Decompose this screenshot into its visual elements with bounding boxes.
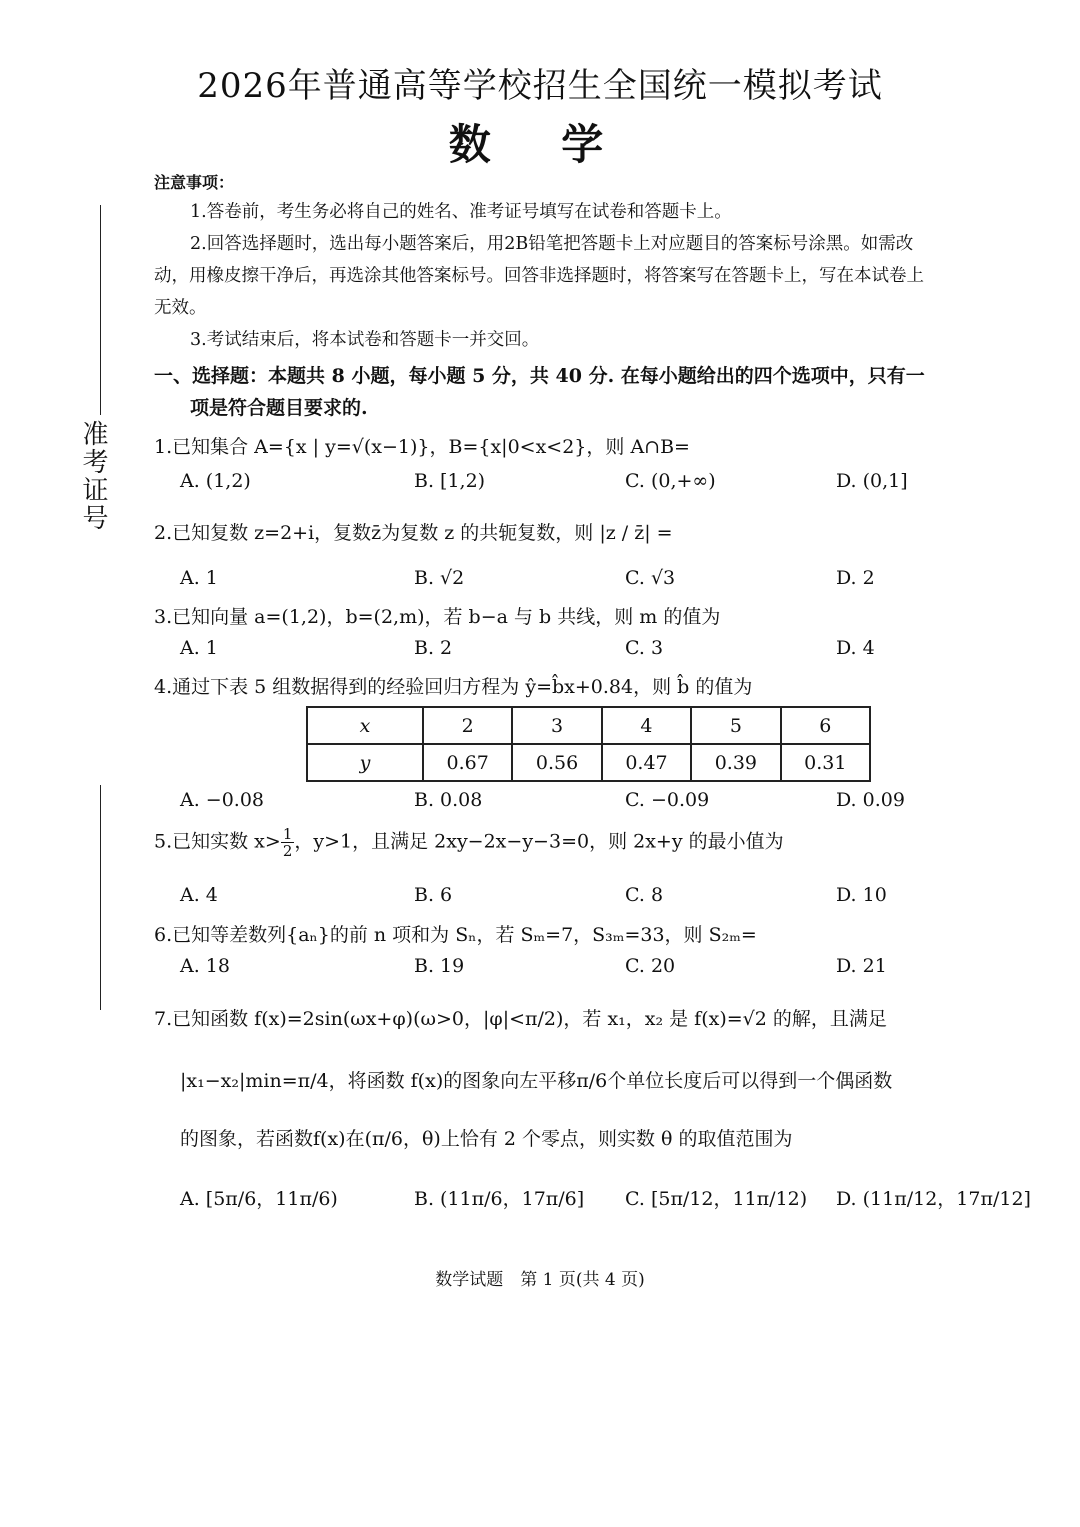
q5-stem: 5.已知实数 x> $\frac{1}{2}$ ，y>1，且满足 2xy−2x−y−3=0，则 2x+y 的最小值为 [154,825,784,860]
table-cell: 3 [512,707,601,744]
q6-option-c: C. 20 [625,955,676,977]
q3-stem: 3.已知向量 a=(1,2)，b=(2,m)，若 b−a 与 b 共线，则 m 的值为 [154,606,721,628]
side-rule-top [100,205,101,415]
q4-option-a: A. −0.08 [180,789,265,811]
side-rule-bottom [100,785,101,1010]
q5-option-a: A. 4 [180,884,218,906]
subject-title: 数 学 [448,120,632,169]
table-row-y [307,744,870,781]
q1-option-d: D. (0,1] [836,470,908,492]
q3-option-d: D. 4 [836,637,875,659]
q7-line1: 7.已知函数 f(x)=2sin(ωx+φ)(ω>0，|φ|<π/2)，若 x₁，x₂ 是 f(x)=√2 的解，且满足 [154,1008,887,1030]
q2-option-c: C. √3 [625,567,676,589]
q2-option-b: B. √2 [414,567,465,589]
q6-stem: 6.已知等差数列{aₙ}的前 n 项和为 Sₙ，若 Sₘ=7，S₃ₘ=33，则 S₂ₘ= [154,924,757,946]
notice-item-1: 1.答卷前，考生务必将自己的姓名、准考证号填写在试卷和答题卡上。 [190,202,732,222]
q1-option-a: A. (1,2) [180,470,251,492]
notice-item-2-line3: 无效。 [154,298,207,318]
table-cell: 5 [691,707,780,744]
table-cell: 0.56 [512,744,601,781]
q4-option-c: C. −0.09 [625,789,710,811]
notice-heading: 注意事项： [154,173,235,192]
table-cell: 2 [423,707,512,744]
q4-option-b: B. 0.08 [414,789,483,811]
q4-option-d: D. 0.09 [836,789,905,811]
table-cell: 0.67 [423,744,512,781]
q7-option-a: A. [5π/6，11π/6) [180,1188,338,1210]
page-footer: 数学试题 第 1 页(共 4 页) [435,1270,645,1290]
q1-option-b: B. [1,2) [414,470,486,492]
q7-line2: |x₁−x₂|min=π/4，将函数 f(x)的图象向左平移π/6个单位长度后可以得到一个偶函数 [180,1070,893,1092]
fraction-one-half: $\frac{1}{2}$ [282,825,293,860]
table-row-x [307,707,870,744]
notice-item-3: 3.考试结束后，将本试卷和答题卡一并交回。 [190,330,540,350]
exam-title: 2026年普通高等学校招生全国统一模拟考试 [197,66,883,106]
section-heading-line2: 项是符合题目要求的. [190,397,368,419]
table-cell: x [307,707,423,744]
notice-item-2-line2: 动，用橡皮擦干净后，再选涂其他答案标号。回答非选择题时，将答案写在答题卡上，写在本试卷上 [154,266,924,286]
q2-option-d: D. 2 [836,567,875,589]
q3-option-b: B. 2 [414,637,453,659]
q4-data-table [306,706,871,782]
q6-option-b: B. 19 [414,955,465,977]
notice-item-2-line1: 2.回答选择题时，选出每小题答案后，用2B铅笔把答题卡上对应题目的答案标号涂黑。如需改 [190,234,914,254]
q1-option-c: C. (0,+∞) [625,470,716,492]
q5-option-c: C. 8 [625,884,664,906]
q2-option-a: A. 1 [180,567,218,589]
side-label-ticket-number: 准考证号 [78,420,108,532]
table-cell: 0.47 [602,744,691,781]
q7-option-c: C. [5π/12，11π/12) [625,1188,808,1210]
section-heading-line1: 一、选择题：本题共 8 小题，每小题 5 分，共 40 分. 在每小题给出的四个选项中，只有一 [154,365,925,387]
table-cell: 0.31 [781,744,870,781]
q7-option-d: D. (11π/12，17π/12] [836,1188,1031,1210]
table-cell: 0.39 [691,744,780,781]
section-heading [154,360,990,424]
table-cell: y [307,744,423,781]
q5-option-d: D. 10 [836,884,887,906]
q7-option-b: B. (11π/6，17π/6] [414,1188,585,1210]
q6-option-a: A. 18 [180,955,230,977]
table-cell: 6 [781,707,870,744]
q4-stem: 4.通过下表 5 组数据得到的经验回归方程为 ŷ=b̂x+0.84，则 b̂ 的值为 [154,676,753,698]
q3-option-c: C. 3 [625,637,664,659]
q5-option-b: B. 6 [414,884,453,906]
q2-stem: 2.已知复数 z=2+i，复数z̄为复数 z 的共轭复数，则 |z / z̄| = [154,522,673,544]
q7-line3: 的图象，若函数f(x)在(π/6，θ)上恰有 2 个零点，则实数 θ 的取值范围为 [180,1128,793,1150]
table-cell: 4 [602,707,691,744]
q1-stem: 1.已知集合 A={x | y=√(x−1)}，B={x|0<x<2}，则 A∩B= [154,436,690,458]
q3-option-a: A. 1 [180,637,218,659]
q6-option-d: D. 21 [836,955,887,977]
